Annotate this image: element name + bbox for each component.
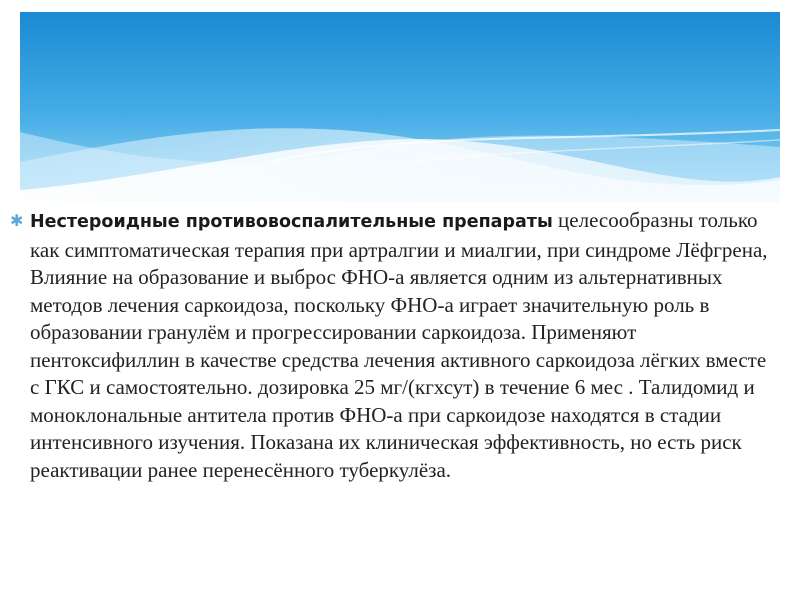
bullet-item	[10, 207, 780, 484]
header-wave-graphic	[20, 12, 780, 202]
slide-body	[10, 207, 780, 484]
lead-text: Нестероидные противовоспалительные препараты	[30, 212, 553, 232]
bullet-paragraph	[30, 207, 780, 484]
asterisk-bullet-icon: ✱	[10, 211, 24, 230]
body-text: целесообразны только как симптоматическая терапия при артралгии и миалгии, при синдроме Лёфгрена, Влияние на образование и выброс ФНО-а является одним из альтернативных методов лечения саркоидоза, поскольку ФНО-а играет значительную роль в образовании гранулём и прогрессировании саркоидоза. Применяют пентоксифиллин в качестве средства лечения активного саркоидоза лёгких вместе с ГКС и самостоятельно. дозировка 25 мг/(кгхсут) в течение 6 мес . Талидомид и моноклональные антитела против ФНО-а при саркоидозе находятся в стадии интенсивного изучения. Показана их клиническая эффективность, но есть риск реактивации ранее перенесённого туберкулёза.	[30, 208, 768, 482]
